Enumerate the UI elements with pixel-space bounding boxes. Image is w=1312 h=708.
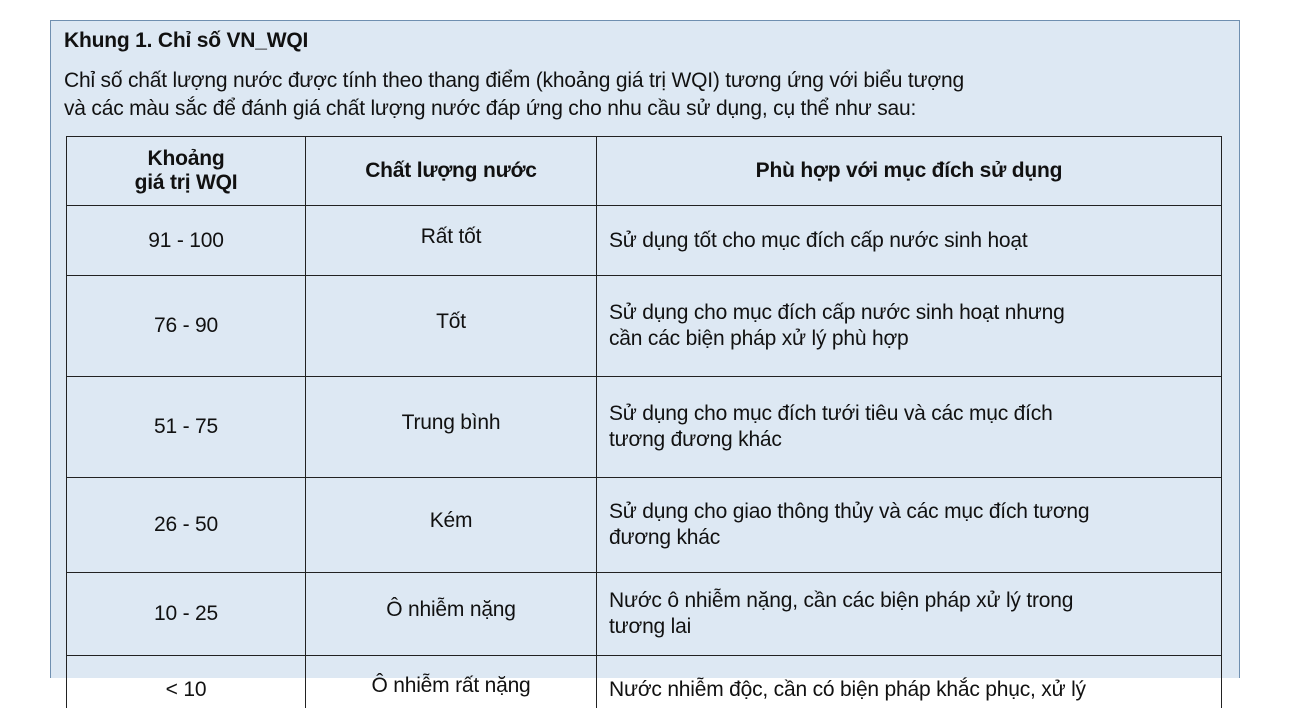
purpose-line-1: Sử dụng cho giao thông thủy và các mục đích tương xyxy=(609,500,1090,523)
cell-usage-purpose xyxy=(597,478,1222,573)
info-box xyxy=(50,20,1240,701)
cell-usage-purpose xyxy=(597,206,1222,276)
table-row xyxy=(67,656,1222,708)
purpose-line-2: tương đương khác xyxy=(609,428,782,451)
wqi-table xyxy=(66,136,1222,708)
header-water-quality: Chất lượng nước xyxy=(306,137,597,206)
cell-wqi-range: 26 - 50 xyxy=(67,478,306,573)
purpose-line-1: Nước ô nhiễm nặng, cần các biện pháp xử lý trong xyxy=(609,589,1074,612)
table-row xyxy=(67,377,1222,478)
cell-usage-purpose xyxy=(597,377,1222,478)
cell-water-quality: Kém xyxy=(306,478,597,573)
table-row xyxy=(67,573,1222,656)
header-wqi-range-line-1: Khoảng xyxy=(147,147,225,170)
cell-wqi-range: 91 - 100 xyxy=(67,206,306,276)
intro-line-1: Chỉ số chất lượng nước được tính theo thang điểm (khoảng giá trị WQI) tương ứng với biểu tượng xyxy=(64,69,964,92)
table-header-row xyxy=(67,137,1222,206)
cell-water-quality: Trung bình xyxy=(306,377,597,478)
cell-water-quality: Rất tốt xyxy=(306,206,597,276)
table-row xyxy=(67,206,1222,276)
header-usage-purpose: Phù hợp với mục đích sử dụng xyxy=(597,137,1222,206)
cell-water-quality: Ô nhiễm rất nặng xyxy=(306,656,597,708)
cell-water-quality: Ô nhiễm nặng xyxy=(306,573,597,656)
header-wqi-range xyxy=(67,137,306,206)
purpose-line-2: cần các biện pháp xử lý phù hợp xyxy=(609,327,909,350)
cell-wqi-range: 51 - 75 xyxy=(67,377,306,478)
cell-water-quality: Tốt xyxy=(306,276,597,377)
cell-usage-purpose xyxy=(597,276,1222,377)
cell-wqi-range: 10 - 25 xyxy=(67,573,306,656)
box-title: Khung 1. Chỉ số VN_WQI xyxy=(64,29,309,52)
table-row xyxy=(67,276,1222,377)
header-wqi-range-line-2: giá trị WQI xyxy=(134,171,238,194)
table-row xyxy=(67,478,1222,573)
cell-usage-purpose xyxy=(597,656,1222,708)
intro-paragraph xyxy=(64,67,1234,123)
purpose-line-2: đương khác xyxy=(609,526,721,549)
cell-usage-purpose xyxy=(597,573,1222,656)
cell-wqi-range: < 10 xyxy=(67,656,306,708)
purpose-line-1: Nước nhiễm độc, cần có biện pháp khắc phục, xử lý xyxy=(609,678,1086,701)
purpose-line-2: tương lai xyxy=(609,615,692,638)
cell-wqi-range: 76 - 90 xyxy=(67,276,306,377)
intro-line-2: và các màu sắc để đánh giá chất lượng nước đáp ứng cho nhu cầu sử dụng, cụ thể như sau: xyxy=(64,97,917,120)
purpose-line-1: Sử dụng cho mục đích tưới tiêu và các mục đích xyxy=(609,402,1053,425)
purpose-line-1: Sử dụng tốt cho mục đích cấp nước sinh hoạt xyxy=(609,228,1028,252)
purpose-line-1: Sử dụng cho mục đích cấp nước sinh hoạt nhưng xyxy=(609,301,1065,324)
